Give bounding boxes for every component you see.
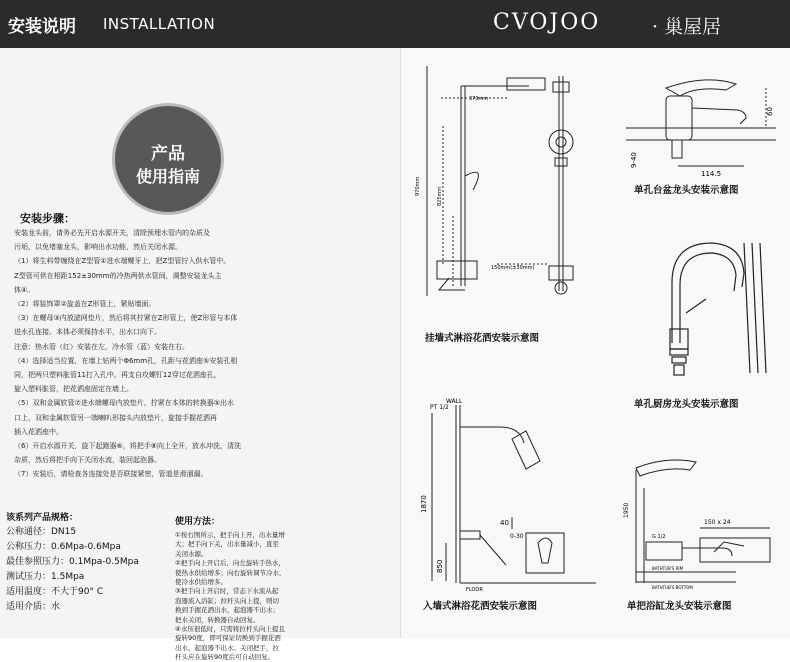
rim-label: BATHTUB'S RIM bbox=[652, 566, 684, 571]
usage-line: ①按右图所示，把手向上开，出水量增 bbox=[175, 531, 285, 539]
usage-line: ②把手向上开启后，向左旋转手热水， bbox=[175, 559, 285, 568]
step-line: 安装龙头前，请务必先开启水源开关，清除预埋水管内的杂质及 bbox=[14, 229, 210, 237]
bathtub-faucet-diagram bbox=[616, 448, 786, 593]
product-guide-badge bbox=[112, 103, 224, 215]
spec-item: 最佳参照压力：0.1Mpa-0.5Mpa bbox=[6, 557, 139, 567]
dim-114: 114.5 bbox=[701, 170, 722, 178]
dim-1870: 1870 bbox=[420, 495, 428, 513]
usage-line: 关闭水源。 bbox=[175, 549, 208, 558]
steps-heading: 安装步骤： bbox=[20, 212, 75, 225]
step-line: （2）将装饰罩②旋盖在Z形管上，紧贴墙面。 bbox=[14, 300, 156, 308]
header-title-en: INSTALLATION bbox=[103, 15, 216, 33]
usage-title: 使用方法： bbox=[175, 517, 221, 527]
caption-bathtub: 单把浴缸龙头安装示意图 bbox=[627, 601, 732, 612]
kitchen-faucet-diagram bbox=[626, 233, 786, 383]
left-panel bbox=[0, 48, 400, 662]
dim-0-30: 0-30 bbox=[510, 533, 524, 540]
usage-line: 杆头应在旋转90度后可自动回复。 bbox=[175, 653, 275, 662]
dim-825: 825mm bbox=[437, 186, 443, 206]
spec-item: 适用介质：水 bbox=[6, 602, 61, 612]
dim-970: 970mm bbox=[415, 176, 421, 196]
step-line: 旋入塑料胀管，把花洒座固定在墙上。 bbox=[14, 385, 133, 394]
floor-label: FLOOR bbox=[466, 587, 483, 593]
step-line: 进水孔连接。本体必须保持水平，出水口向下。 bbox=[14, 328, 161, 337]
usage-line: 使冷水供给增多。 bbox=[175, 578, 227, 586]
usage-line: 使热水供给增多；向右旋转调节冷水， bbox=[175, 568, 286, 577]
spec-item: 测试压力：1.5Mpa bbox=[6, 572, 85, 582]
step-line: （5）双和金属软管⑦进水端螺母内放垫片，拧紧在本体的转换器⑤出水 bbox=[14, 399, 235, 408]
right-panel bbox=[400, 48, 790, 638]
usage-line: 大；把手向下关，出水量减小，直至 bbox=[175, 540, 279, 549]
badge-line-1: 产品 bbox=[151, 144, 185, 164]
step-line: （7）安装后，请检查各连接处是否联接紧密，管道是滑溜漏。 bbox=[14, 470, 208, 479]
spec-item: 公称通径：DN15 bbox=[6, 527, 77, 537]
bottom-label: BATHTUB'S BOTTOM bbox=[652, 585, 693, 590]
dim-850: 850 bbox=[436, 559, 444, 573]
usage-line: 旋转90度，即可保证切换到手握花洒 bbox=[175, 634, 281, 643]
dim-150x24: 150 x 24 bbox=[704, 519, 731, 526]
header-bar bbox=[0, 0, 790, 48]
dim-60: 60 bbox=[766, 107, 774, 116]
step-line: 体④。 bbox=[14, 285, 35, 294]
step-line: 杂质，然后将把手向下关闭水流，装回起泡器。 bbox=[14, 456, 161, 465]
step-line: 插入花洒座中。 bbox=[14, 427, 63, 436]
dim-1950: 1950 bbox=[623, 502, 630, 518]
pt-label: PT 1/2 bbox=[430, 404, 449, 411]
step-line: 同，把两只塑料胀管11打入孔中。再支自攻螺钉12穿过花洒座孔， bbox=[14, 371, 221, 379]
usage-line: 把水关闭，转换器自动回复。 bbox=[175, 615, 260, 624]
step-line: 注意：热水管（红）安装在左，冷水管（蓝）安装在右。 bbox=[14, 342, 189, 351]
header-title-cn: 安装说明 bbox=[8, 17, 76, 37]
caption-basin: 单孔台盆龙头安装示意图 bbox=[634, 185, 739, 196]
specs-title: 该系列产品规格： bbox=[6, 513, 79, 523]
wall-label: WALL bbox=[446, 398, 463, 405]
dim-40: 40 bbox=[500, 519, 509, 527]
usage-line: 换到手握花洒出水，起泡器不出水； bbox=[175, 606, 279, 615]
basin-faucet-diagram bbox=[616, 68, 786, 178]
usage-line: ③把手向上开启时，常态下水流从起 bbox=[175, 587, 279, 596]
caption-wall-shower: 挂墙式淋浴花洒安装示意图 bbox=[425, 333, 540, 344]
dim-9-40: 9-40 bbox=[630, 152, 638, 168]
inwall-shower-diagram bbox=[416, 393, 601, 593]
spec-item: 适用温度：不大于90° C bbox=[6, 587, 104, 597]
spec-item: 公称压力：0.6Mpa-0.6Mpa bbox=[6, 542, 121, 552]
dim-370: 370mm bbox=[469, 96, 489, 102]
caption-inwall-shower: 入墙式淋浴花洒安装示意图 bbox=[423, 601, 538, 612]
badge-line-2: 使用指南 bbox=[135, 167, 200, 186]
usage-line: 泡器流入浴缸；拉杆头向上提，则切 bbox=[175, 596, 279, 605]
usage-line: ④水压很低时，只需将拉杆头向上提且 bbox=[175, 625, 285, 633]
step-line: （3）在螺母③内放滤网垫片，然后将其拧紧在Z形管上，使Z形管与本体 bbox=[14, 314, 238, 323]
usage-line: 出水，起泡器不出水。关闭把手，拉 bbox=[175, 643, 279, 652]
step-line: （6）开启水源开关，旋下起跑器⑥，将把手⑧向上全开，放水冲洗，清洗 bbox=[14, 442, 242, 450]
dim-150: 150mm(±30mm) bbox=[491, 265, 535, 271]
g-label: G 1/2 bbox=[652, 534, 666, 540]
caption-kitchen: 单孔厨房龙头安装示意图 bbox=[634, 399, 739, 410]
step-line: 口上，双和金属软管另一端喇叭形接头内放垫片，旋接手握花洒再 bbox=[14, 413, 217, 422]
step-line: （4）选择适当位置，在墙上钻两个Φ6mm孔，孔距与花洒座⑤安装孔相 bbox=[14, 356, 238, 365]
wall-shower-diagram bbox=[409, 56, 599, 326]
step-line: （1）将生料带缠绕在Z型管①进水端螺牙上，把Z型管拧入供水管中。 bbox=[14, 257, 231, 266]
brand-logo: CVOJOO bbox=[493, 10, 601, 35]
step-line: Z型管可供在相距152±30mm的冷热两供水管间，调整安装龙头主 bbox=[14, 271, 222, 280]
brand-name-cn: · 巢屋居 bbox=[652, 16, 722, 38]
step-line: 污垢，以免堵塞龙头，影响出水功能，然后关闭水源。 bbox=[14, 243, 182, 252]
